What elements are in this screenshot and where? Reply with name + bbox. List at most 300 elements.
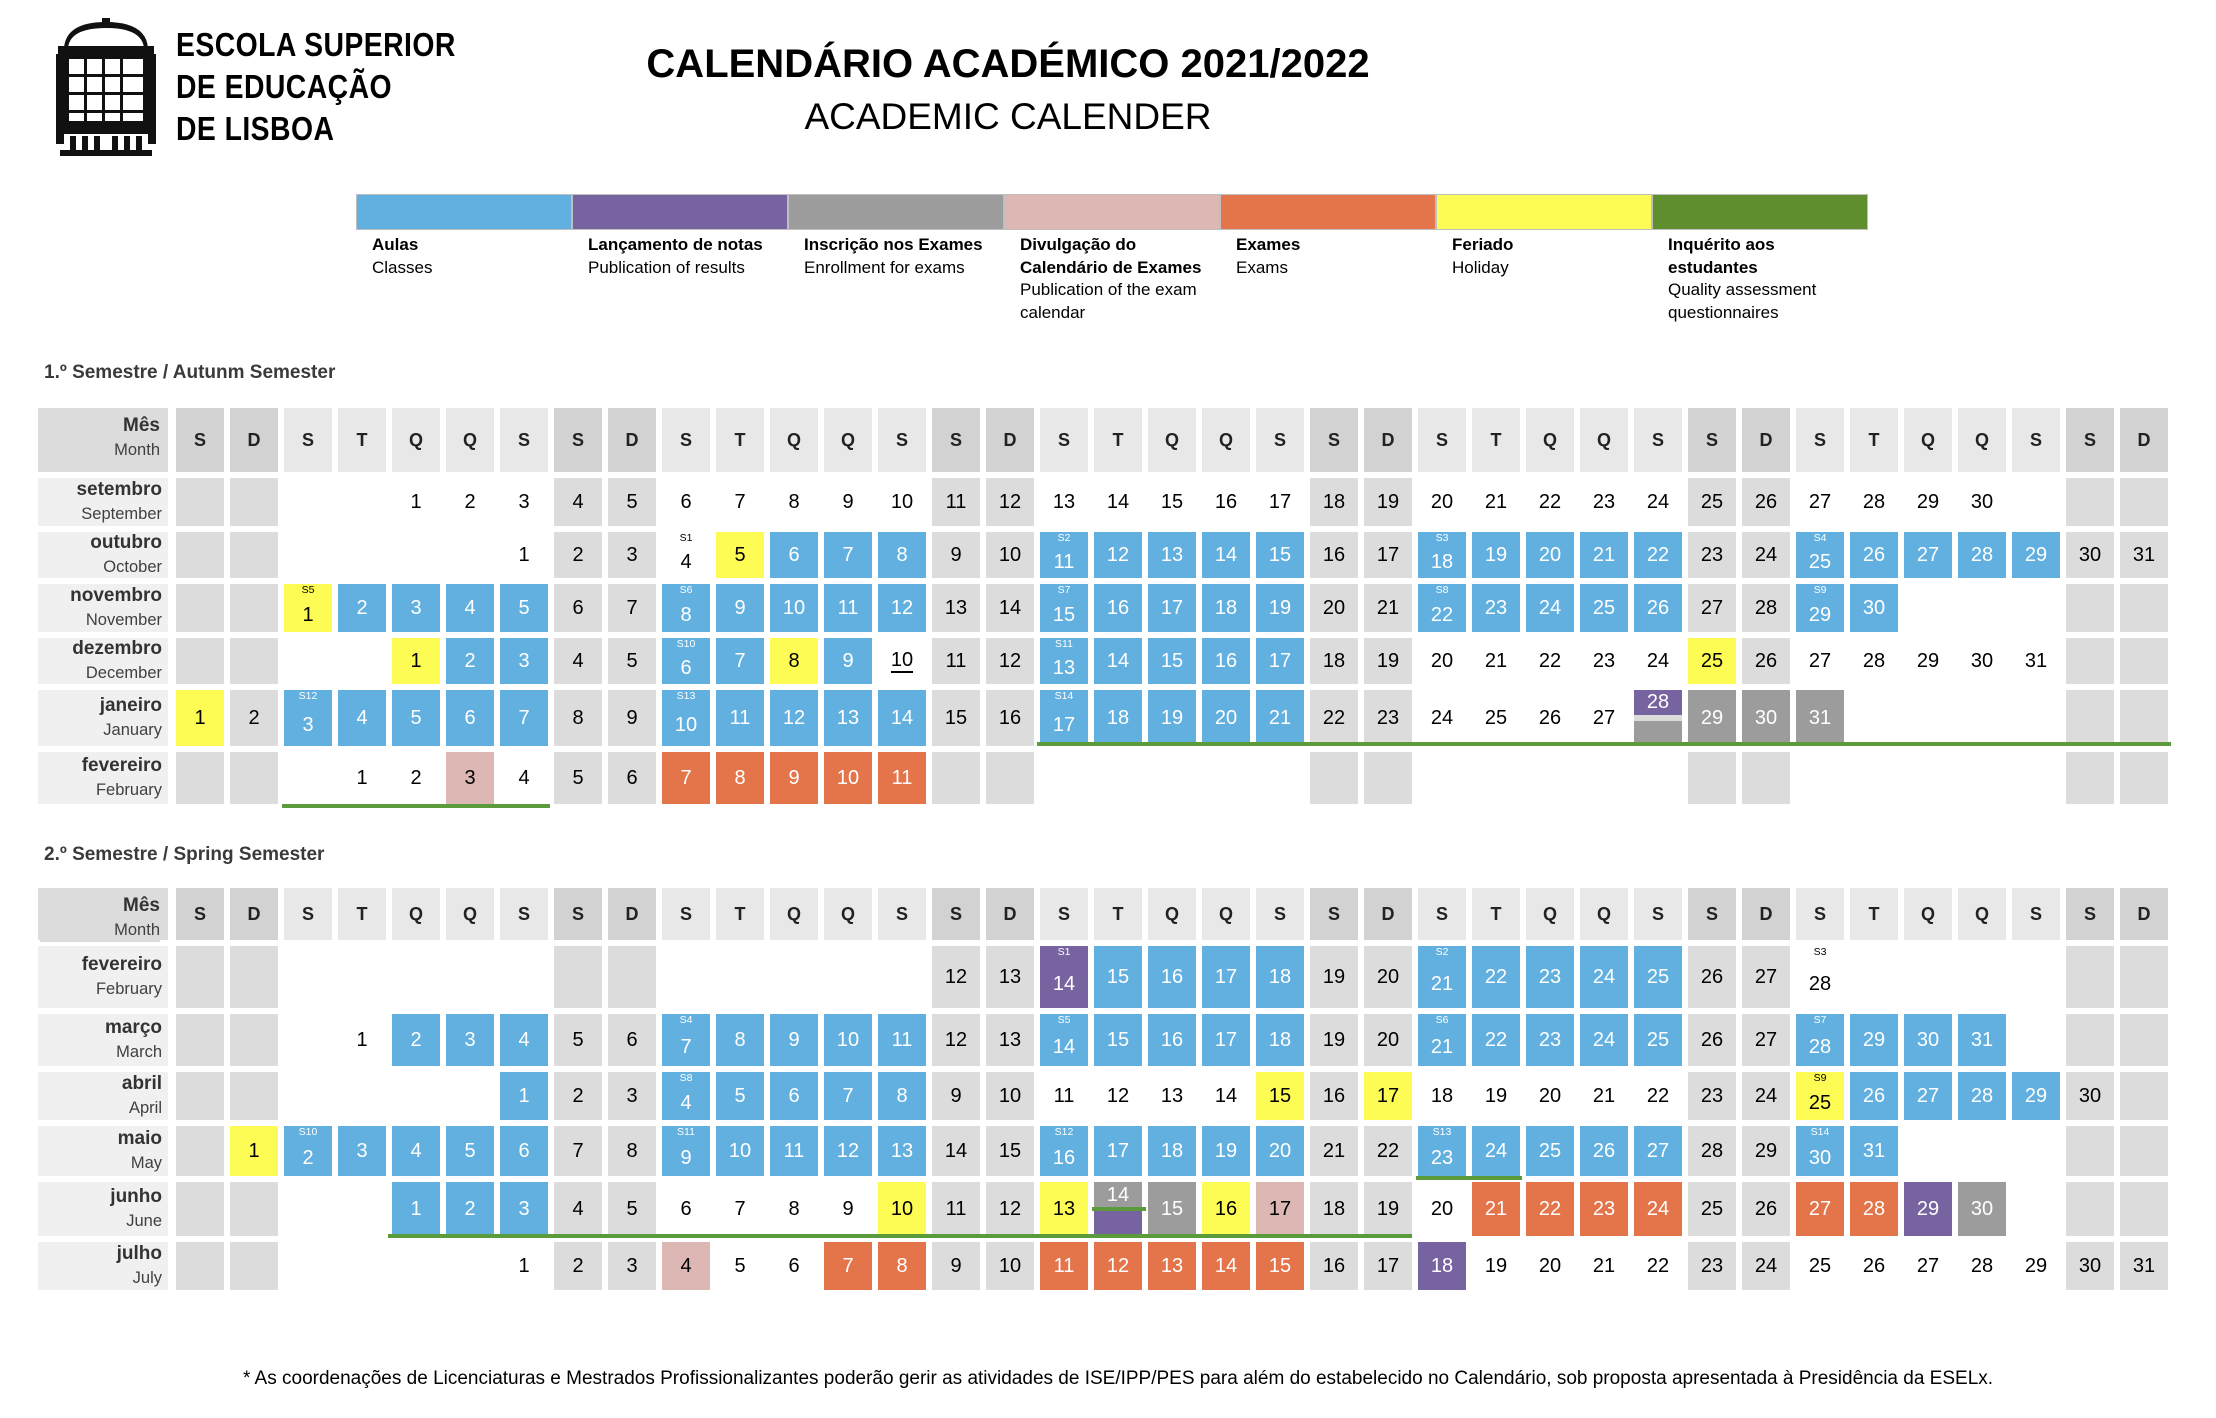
day-cell[interactable]	[1040, 1126, 1088, 1176]
day-cell[interactable]	[1310, 946, 1358, 1008]
day-cell[interactable]	[1310, 478, 1358, 526]
day-cell[interactable]	[2066, 532, 2114, 578]
day-cell[interactable]	[1094, 946, 1142, 1008]
day-cell[interactable]	[824, 690, 872, 746]
day-cell[interactable]	[608, 690, 656, 746]
day-cell[interactable]	[608, 1242, 656, 1290]
day-cell[interactable]	[1418, 1072, 1466, 1120]
day-cell[interactable]	[608, 752, 656, 804]
day-cell[interactable]	[1688, 584, 1736, 632]
day-cell[interactable]	[1850, 638, 1898, 684]
day-cell[interactable]	[1256, 690, 1304, 746]
day-cell[interactable]	[1580, 1014, 1628, 1066]
day-cell[interactable]	[608, 638, 656, 684]
day-cell[interactable]	[1850, 1182, 1898, 1236]
day-cell[interactable]	[1796, 584, 1844, 632]
day-cell[interactable]	[662, 478, 710, 526]
day-cell[interactable]	[1202, 1014, 1250, 1066]
day-cell[interactable]	[1634, 1126, 1682, 1176]
day-cell[interactable]	[1094, 638, 1142, 684]
day-cell[interactable]	[1580, 1126, 1628, 1176]
day-cell[interactable]	[1688, 1182, 1736, 1236]
day-cell[interactable]	[1904, 532, 1952, 578]
day-cell[interactable]	[716, 1014, 764, 1066]
day-cell[interactable]	[878, 1242, 926, 1290]
day-cell[interactable]	[932, 532, 980, 578]
day-cell[interactable]	[2066, 1072, 2114, 1120]
day-cell[interactable]	[1688, 532, 1736, 578]
day-cell[interactable]	[1148, 584, 1196, 632]
day-cell[interactable]	[1526, 690, 1574, 746]
day-cell[interactable]	[230, 1126, 278, 1176]
day-cell[interactable]	[1580, 532, 1628, 578]
day-cell[interactable]	[1634, 1072, 1682, 1120]
day-cell[interactable]	[716, 1126, 764, 1176]
day-cell[interactable]	[446, 1126, 494, 1176]
day-cell[interactable]	[284, 1126, 332, 1176]
day-cell[interactable]	[608, 1182, 656, 1236]
day-cell[interactable]	[824, 1182, 872, 1236]
day-cell[interactable]	[554, 690, 602, 746]
day-cell[interactable]	[770, 1126, 818, 1176]
day-cell[interactable]	[1256, 638, 1304, 684]
day-cell[interactable]	[1904, 1072, 1952, 1120]
day-cell[interactable]	[2012, 1242, 2060, 1290]
day-cell[interactable]	[1742, 1126, 1790, 1176]
day-cell[interactable]	[1040, 946, 1088, 1008]
day-cell[interactable]	[1958, 1242, 2006, 1290]
day-cell[interactable]	[392, 584, 440, 632]
day-cell[interactable]	[878, 1182, 926, 1236]
day-cell[interactable]	[932, 584, 980, 632]
day-cell[interactable]	[1742, 1014, 1790, 1066]
day-cell[interactable]	[392, 1182, 440, 1236]
day-cell[interactable]	[662, 690, 710, 746]
day-cell[interactable]	[824, 478, 872, 526]
day-cell[interactable]	[1580, 1072, 1628, 1120]
day-cell[interactable]	[1688, 638, 1736, 684]
day-cell[interactable]	[1418, 946, 1466, 1008]
day-cell[interactable]	[608, 478, 656, 526]
day-cell[interactable]	[1634, 690, 1682, 746]
day-cell[interactable]	[500, 584, 548, 632]
day-cell[interactable]	[1472, 690, 1520, 746]
day-cell[interactable]	[716, 478, 764, 526]
day-cell[interactable]	[446, 584, 494, 632]
day-cell[interactable]	[1526, 584, 1574, 632]
day-cell[interactable]	[986, 1014, 1034, 1066]
day-cell[interactable]	[770, 1182, 818, 1236]
day-cell[interactable]	[1796, 690, 1844, 746]
day-cell[interactable]	[1850, 532, 1898, 578]
day-cell[interactable]	[1796, 1126, 1844, 1176]
day-cell[interactable]	[338, 752, 386, 804]
day-cell[interactable]	[1256, 478, 1304, 526]
day-cell[interactable]	[1040, 584, 1088, 632]
day-cell[interactable]	[2012, 532, 2060, 578]
day-cell[interactable]	[1580, 584, 1628, 632]
day-cell[interactable]	[1202, 946, 1250, 1008]
day-cell[interactable]	[1526, 1182, 1574, 1236]
day-cell[interactable]	[1040, 1182, 1088, 1236]
day-cell[interactable]	[1040, 478, 1088, 526]
day-cell[interactable]	[824, 532, 872, 578]
day-cell[interactable]	[986, 1242, 1034, 1290]
day-cell[interactable]	[1472, 1072, 1520, 1120]
day-cell[interactable]	[392, 690, 440, 746]
day-cell[interactable]	[1742, 1242, 1790, 1290]
day-cell[interactable]	[500, 1072, 548, 1120]
day-cell[interactable]	[392, 478, 440, 526]
day-cell[interactable]	[2066, 1242, 2114, 1290]
day-cell[interactable]	[1310, 1242, 1358, 1290]
day-cell[interactable]	[662, 1126, 710, 1176]
day-cell[interactable]	[1634, 638, 1682, 684]
day-cell[interactable]	[1202, 638, 1250, 684]
day-cell[interactable]	[1094, 532, 1142, 578]
day-cell[interactable]	[1796, 638, 1844, 684]
day-cell[interactable]	[1796, 1014, 1844, 1066]
day-cell[interactable]	[1148, 690, 1196, 746]
day-cell[interactable]	[284, 690, 332, 746]
day-cell[interactable]	[1364, 1126, 1412, 1176]
day-cell[interactable]	[1310, 584, 1358, 632]
day-cell[interactable]	[338, 1126, 386, 1176]
day-cell[interactable]	[1472, 1242, 1520, 1290]
day-cell[interactable]	[554, 1014, 602, 1066]
day-cell[interactable]	[1904, 638, 1952, 684]
day-cell[interactable]	[1796, 1242, 1844, 1290]
day-cell[interactable]	[1202, 1242, 1250, 1290]
day-cell[interactable]	[1418, 1182, 1466, 1236]
day-cell[interactable]	[1364, 690, 1412, 746]
day-cell[interactable]	[2012, 1072, 2060, 1120]
day-cell[interactable]	[932, 1072, 980, 1120]
day-cell[interactable]	[1472, 584, 1520, 632]
day-cell[interactable]	[554, 638, 602, 684]
day-cell[interactable]	[986, 1182, 1034, 1236]
day-cell[interactable]	[176, 690, 224, 746]
day-cell[interactable]	[824, 752, 872, 804]
day-cell[interactable]	[554, 532, 602, 578]
day-cell[interactable]	[1418, 532, 1466, 578]
day-cell[interactable]	[1202, 1182, 1250, 1236]
day-cell[interactable]	[932, 638, 980, 684]
day-cell[interactable]	[716, 638, 764, 684]
day-cell[interactable]	[1364, 1072, 1412, 1120]
day-cell[interactable]	[1580, 638, 1628, 684]
day-cell[interactable]	[500, 1126, 548, 1176]
day-cell[interactable]	[1634, 1182, 1682, 1236]
day-cell[interactable]	[1148, 1182, 1196, 1236]
day-cell[interactable]	[1040, 1072, 1088, 1120]
day-cell[interactable]	[824, 584, 872, 632]
day-cell[interactable]	[932, 1242, 980, 1290]
day-cell[interactable]	[1742, 1072, 1790, 1120]
day-cell[interactable]	[716, 584, 764, 632]
day-cell[interactable]	[662, 1014, 710, 1066]
day-cell[interactable]	[500, 1242, 548, 1290]
day-cell[interactable]	[716, 1072, 764, 1120]
day-cell[interactable]	[1580, 1242, 1628, 1290]
day-cell[interactable]	[1094, 1072, 1142, 1120]
day-cell[interactable]	[1904, 1182, 1952, 1236]
day-cell[interactable]	[1418, 478, 1466, 526]
day-cell[interactable]	[1958, 532, 2006, 578]
day-cell[interactable]	[500, 478, 548, 526]
day-cell[interactable]	[662, 532, 710, 578]
day-cell[interactable]	[284, 584, 332, 632]
day-cell[interactable]	[1040, 532, 1088, 578]
day-cell[interactable]	[986, 1126, 1034, 1176]
day-cell[interactable]	[716, 752, 764, 804]
day-cell[interactable]	[662, 1242, 710, 1290]
day-cell[interactable]	[554, 752, 602, 804]
day-cell[interactable]	[1310, 1126, 1358, 1176]
day-cell[interactable]	[770, 1242, 818, 1290]
day-cell[interactable]	[1526, 478, 1574, 526]
day-cell[interactable]	[1472, 638, 1520, 684]
day-cell[interactable]	[1364, 946, 1412, 1008]
day-cell[interactable]	[770, 532, 818, 578]
day-cell[interactable]	[1634, 946, 1682, 1008]
day-cell[interactable]	[824, 1072, 872, 1120]
day-cell[interactable]	[1850, 584, 1898, 632]
day-cell[interactable]	[1796, 532, 1844, 578]
day-cell[interactable]	[932, 946, 980, 1008]
day-cell[interactable]	[824, 1242, 872, 1290]
day-cell[interactable]	[1310, 532, 1358, 578]
day-cell[interactable]	[986, 1072, 1034, 1120]
day-cell[interactable]	[1850, 1126, 1898, 1176]
day-cell[interactable]	[2120, 532, 2168, 578]
day-cell[interactable]	[1310, 1182, 1358, 1236]
day-cell[interactable]	[1148, 1072, 1196, 1120]
day-cell[interactable]	[1094, 584, 1142, 632]
day-cell[interactable]	[1256, 532, 1304, 578]
day-cell[interactable]	[1202, 532, 1250, 578]
day-cell[interactable]	[1904, 478, 1952, 526]
day-cell[interactable]	[1148, 1014, 1196, 1066]
day-cell[interactable]	[932, 1182, 980, 1236]
day-cell[interactable]	[1796, 946, 1844, 1008]
day-cell[interactable]	[1310, 1014, 1358, 1066]
day-cell[interactable]	[1040, 1014, 1088, 1066]
day-cell[interactable]	[500, 1182, 548, 1236]
day-cell[interactable]	[1526, 638, 1574, 684]
day-cell[interactable]	[1688, 1072, 1736, 1120]
day-cell[interactable]	[1958, 638, 2006, 684]
day-cell[interactable]	[1472, 532, 1520, 578]
day-cell[interactable]	[1634, 532, 1682, 578]
day-cell[interactable]	[1742, 532, 1790, 578]
day-cell[interactable]	[1364, 478, 1412, 526]
day-cell[interactable]	[392, 638, 440, 684]
day-cell[interactable]	[1094, 690, 1142, 746]
day-cell[interactable]	[1418, 1126, 1466, 1176]
day-cell[interactable]	[878, 752, 926, 804]
day-cell[interactable]	[1472, 478, 1520, 526]
day-cell[interactable]	[770, 1072, 818, 1120]
day-cell[interactable]	[554, 478, 602, 526]
day-cell[interactable]	[1742, 690, 1790, 746]
day-cell[interactable]	[878, 690, 926, 746]
day-cell[interactable]	[986, 532, 1034, 578]
day-cell[interactable]	[1850, 1242, 1898, 1290]
day-cell[interactable]	[392, 1014, 440, 1066]
day-cell[interactable]	[986, 584, 1034, 632]
day-cell[interactable]	[662, 752, 710, 804]
day-cell[interactable]	[1958, 478, 2006, 526]
day-cell[interactable]	[1634, 584, 1682, 632]
day-cell[interactable]	[1418, 1014, 1466, 1066]
day-cell[interactable]	[500, 532, 548, 578]
day-cell[interactable]	[2120, 1242, 2168, 1290]
day-cell[interactable]	[1850, 1014, 1898, 1066]
day-cell[interactable]	[932, 478, 980, 526]
day-cell[interactable]	[1256, 584, 1304, 632]
day-cell[interactable]	[1688, 690, 1736, 746]
day-cell[interactable]	[1202, 478, 1250, 526]
day-cell[interactable]	[1742, 584, 1790, 632]
day-cell[interactable]	[608, 1072, 656, 1120]
day-cell[interactable]	[1904, 1014, 1952, 1066]
day-cell[interactable]	[1148, 532, 1196, 578]
day-cell[interactable]	[1688, 1126, 1736, 1176]
day-cell[interactable]	[986, 690, 1034, 746]
day-cell[interactable]	[554, 584, 602, 632]
day-cell[interactable]	[1688, 946, 1736, 1008]
day-cell[interactable]	[1796, 1182, 1844, 1236]
day-cell[interactable]	[770, 584, 818, 632]
day-cell[interactable]	[878, 1014, 926, 1066]
day-cell[interactable]	[1094, 478, 1142, 526]
day-cell[interactable]	[716, 532, 764, 578]
day-cell[interactable]	[1580, 1182, 1628, 1236]
day-cell[interactable]	[1364, 1014, 1412, 1066]
day-cell[interactable]	[878, 478, 926, 526]
day-cell[interactable]	[716, 1242, 764, 1290]
day-cell[interactable]	[878, 532, 926, 578]
day-cell[interactable]	[446, 1182, 494, 1236]
day-cell[interactable]	[1526, 946, 1574, 1008]
day-cell[interactable]	[446, 752, 494, 804]
day-cell[interactable]	[1472, 1014, 1520, 1066]
day-cell[interactable]	[1256, 1242, 1304, 1290]
day-cell[interactable]	[1904, 1242, 1952, 1290]
day-cell[interactable]	[1526, 1014, 1574, 1066]
day-cell[interactable]	[338, 1014, 386, 1066]
day-cell[interactable]	[1040, 1242, 1088, 1290]
day-cell[interactable]	[1742, 478, 1790, 526]
day-cell[interactable]	[716, 1182, 764, 1236]
day-cell[interactable]	[1310, 1072, 1358, 1120]
day-cell[interactable]	[608, 532, 656, 578]
day-cell[interactable]	[1310, 690, 1358, 746]
day-cell[interactable]	[1634, 478, 1682, 526]
day-cell[interactable]	[662, 638, 710, 684]
day-cell[interactable]	[392, 752, 440, 804]
day-cell[interactable]	[770, 478, 818, 526]
day-cell[interactable]	[1310, 638, 1358, 684]
day-cell[interactable]	[1472, 946, 1520, 1008]
day-cell[interactable]	[1526, 1126, 1574, 1176]
day-cell[interactable]	[1364, 638, 1412, 684]
day-cell[interactable]	[608, 1126, 656, 1176]
day-cell[interactable]	[1256, 1126, 1304, 1176]
day-cell[interactable]	[770, 638, 818, 684]
day-cell[interactable]	[1742, 638, 1790, 684]
day-cell[interactable]	[1364, 1242, 1412, 1290]
day-cell[interactable]	[662, 584, 710, 632]
day-cell[interactable]	[1688, 478, 1736, 526]
day-cell[interactable]	[878, 1072, 926, 1120]
day-cell[interactable]	[1580, 946, 1628, 1008]
day-cell[interactable]	[770, 1014, 818, 1066]
day-cell[interactable]	[500, 1014, 548, 1066]
day-cell[interactable]	[554, 1182, 602, 1236]
day-cell[interactable]	[986, 946, 1034, 1008]
day-cell[interactable]	[1256, 1072, 1304, 1120]
day-cell[interactable]	[878, 1126, 926, 1176]
day-cell[interactable]	[338, 690, 386, 746]
day-cell[interactable]	[662, 1182, 710, 1236]
day-cell[interactable]	[1418, 1242, 1466, 1290]
day-cell[interactable]	[554, 1072, 602, 1120]
day-cell[interactable]	[1526, 1242, 1574, 1290]
day-cell[interactable]	[1256, 946, 1304, 1008]
day-cell[interactable]	[1256, 1182, 1304, 1236]
day-cell[interactable]	[1688, 1014, 1736, 1066]
day-cell[interactable]	[1796, 1072, 1844, 1120]
day-cell[interactable]	[1364, 1182, 1412, 1236]
day-cell[interactable]	[230, 690, 278, 746]
day-cell[interactable]	[1742, 1182, 1790, 1236]
day-cell[interactable]	[1202, 584, 1250, 632]
day-cell[interactable]	[1796, 478, 1844, 526]
day-cell[interactable]	[1526, 532, 1574, 578]
day-cell[interactable]	[500, 638, 548, 684]
day-cell[interactable]	[932, 690, 980, 746]
day-cell[interactable]	[608, 584, 656, 632]
day-cell[interactable]	[932, 1126, 980, 1176]
day-cell[interactable]	[392, 1126, 440, 1176]
day-cell[interactable]	[1418, 638, 1466, 684]
day-cell[interactable]	[500, 752, 548, 804]
day-cell[interactable]	[1958, 1182, 2006, 1236]
day-cell[interactable]	[1958, 1014, 2006, 1066]
day-cell[interactable]	[932, 1014, 980, 1066]
day-cell[interactable]	[878, 638, 926, 684]
day-cell[interactable]	[770, 752, 818, 804]
day-cell[interactable]	[1094, 1242, 1142, 1290]
day-cell[interactable]	[824, 638, 872, 684]
day-cell[interactable]	[1418, 690, 1466, 746]
day-cell[interactable]	[1850, 478, 1898, 526]
day-cell[interactable]	[446, 1014, 494, 1066]
day-cell[interactable]	[986, 478, 1034, 526]
day-cell[interactable]	[1418, 584, 1466, 632]
day-cell[interactable]	[716, 690, 764, 746]
day-cell[interactable]	[554, 1242, 602, 1290]
day-cell[interactable]	[2012, 638, 2060, 684]
day-cell[interactable]	[662, 1072, 710, 1120]
day-cell[interactable]	[1634, 1242, 1682, 1290]
day-cell[interactable]	[878, 584, 926, 632]
day-cell[interactable]	[338, 584, 386, 632]
day-cell[interactable]	[986, 638, 1034, 684]
day-cell[interactable]	[1688, 1242, 1736, 1290]
